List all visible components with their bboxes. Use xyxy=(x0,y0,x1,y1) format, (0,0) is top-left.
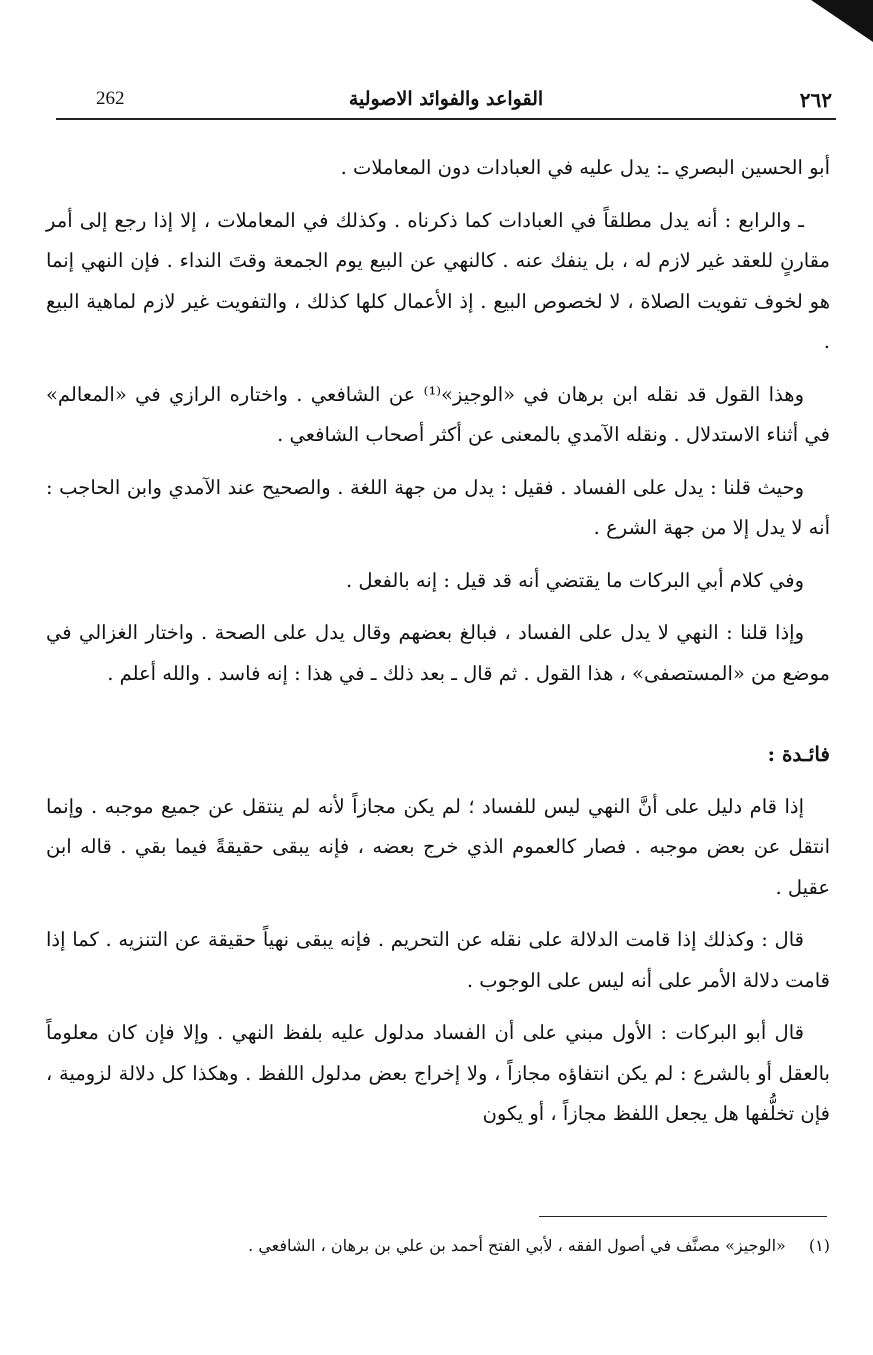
page-number-latin: 262 xyxy=(96,88,125,109)
paragraph: إذا قام دليل على أنَّ النهي ليس للفساد ؛ لم يكن مجازاً لأنه لم ينتقل عن جميع موجبه . وإنما انتقل عن بعض موجبه . فصار كالعموم الذي خرج بعضه ، فإنه يبقى حقيقةً فيما بقي . قاله ابن عقيل . xyxy=(46,794,830,899)
footnote xyxy=(46,1232,830,1260)
paragraph: قال : وكذلك إذا قامت الدلالة على نقله عن التحريم . فإنه يبقى نهياً حقيقة عن التنزيه . كما إذا قامت دلالة الأمر على أنه ليس على الوجوب . xyxy=(46,928,830,992)
page-number-arabic: ٢٦٢ xyxy=(799,88,832,112)
running-title: القواعد والفوائد الاصولية xyxy=(348,88,544,110)
body-text xyxy=(46,148,830,1147)
footnote-divider xyxy=(539,1216,827,1217)
footnote-text: «الوجيز» مصنَّف في أصول الفقه ، لأبي الفتح أحمد بن علي بن برهان ، الشافعي . xyxy=(248,1236,786,1255)
paragraph: قال أبو البركات : الأول مبني على أن الفساد مدلول عليه بلفظ النهي . وإلا فإن كان معلوماً بالعقل أو بالشرع : لم يكن انتفاؤه مجازاً ، ولا إخراج بعض مدلول اللفظ . وهكذا كل دلالة لزومية ، فإن تخلُّفها هل يجعل اللفظ مجازاً ، أو يكون xyxy=(46,1021,830,1125)
paragraph: أبو الحسين البصري ـ: يدل عليه في العبادات دون المعاملات . xyxy=(340,156,830,179)
paragraph: وهذا القول قد نقله ابن برهان في «الوجيز»⁽¹⁾ عن الشافعي . واختاره الرازي في «المعالم» في أثناء الاستدلال . ونقله الآمدي بالمعنى عن أكثر أصحاب الشافعي . xyxy=(46,382,830,446)
page-corner-mark xyxy=(811,0,873,42)
paragraph: وإذا قلنا : النهي لا يدل على الفساد ، فبالغ بعضهم وقال يدل على الصحة . واختار الغزالي في موضع من «المستصفى» ، هذا القول . ثم قال ـ بعد ذلك ـ في هذا : إنه فاسد . والله أعلم . xyxy=(46,621,830,685)
page-header xyxy=(56,84,836,120)
paragraph: ـ والرابع : أنه يدل مطلقاً في العبادات كما ذكرناه . وكذلك في المعاملات ، إلا إذا رجع إلى أمر مقارنٍ للعقد غير لازم له ، بل ينفك عنه . كالنهي عن البيع يوم الجمعة وقتَ النداء . فإن النهي إنما هو لخوف تفويت الصلاة ، لا لخصوص البيع . إذ الأعمال كلها كذلك ، والتفويت غير لازم لماهية البيع . xyxy=(46,208,830,353)
paragraph: وحيث قلنا : يدل على الفساد . فقيل : يدل من جهة اللغة . والصحيح عند الآمدي وابن الحاجب : أنه لا يدل إلا من جهة الشرع . xyxy=(46,475,830,539)
footnote-number: (١) xyxy=(808,1236,830,1255)
section-heading: فائـدة : xyxy=(767,742,830,766)
paragraph: وفي كلام أبي البركات ما يقتضي أنه قد قيل : إنه بالفعل . xyxy=(345,568,804,592)
